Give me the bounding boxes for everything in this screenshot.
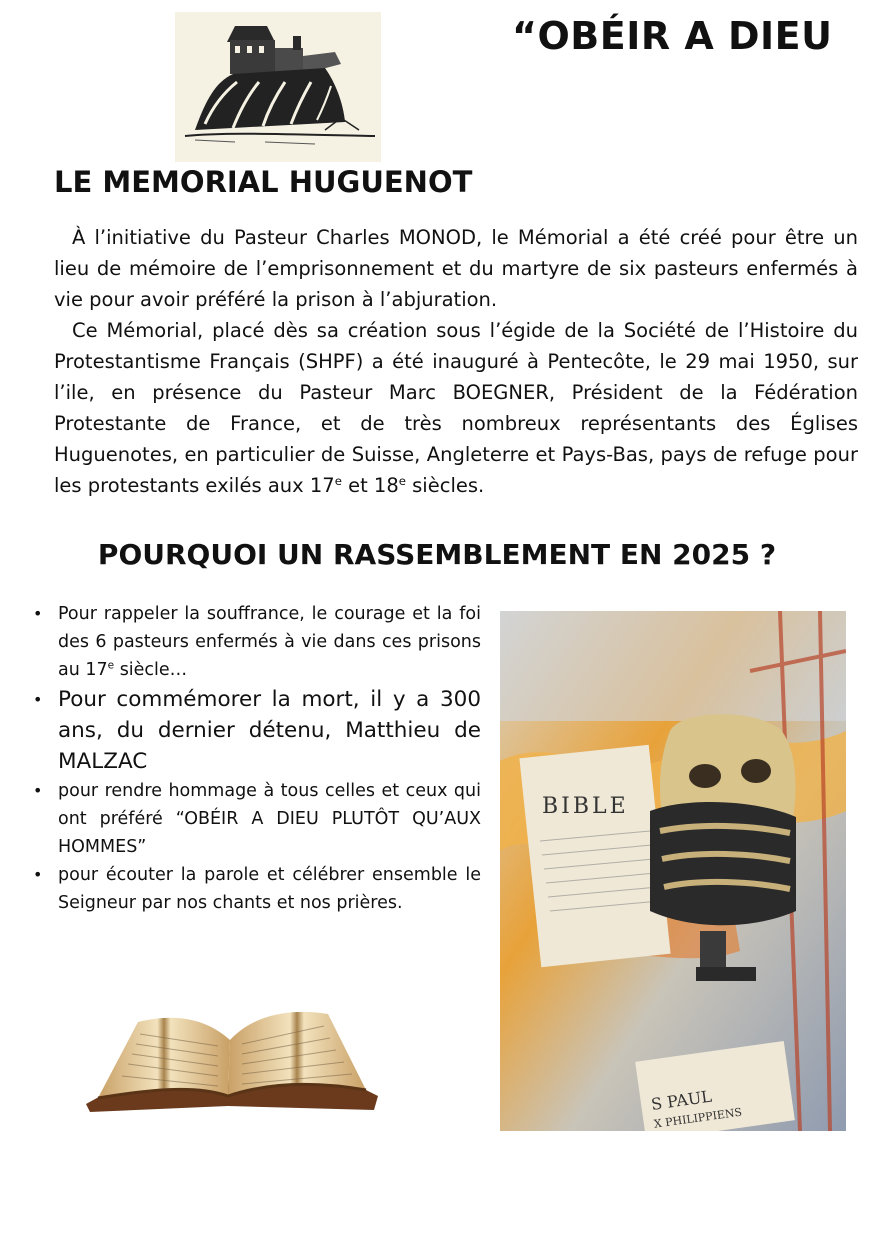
bullet-icon: • <box>33 604 43 623</box>
painting-philippiens-text: X PHILIPPIENS <box>653 1105 743 1131</box>
reason-text-end: siècle… <box>114 660 188 680</box>
list-item <box>30 684 481 777</box>
bullet-icon: • <box>33 781 43 800</box>
header-quote: “OBÉIR A DIEU <box>512 14 833 58</box>
castle-illustration <box>175 12 381 162</box>
list-item <box>30 600 481 684</box>
pourquoi-title: POURQUOI UN RASSEMBLEMENT EN 2025 ? <box>97 538 777 571</box>
list-item <box>30 861 481 917</box>
list-item <box>30 777 481 861</box>
reason-text: pour écouter la parole et célébrer ensemble le Seigneur par nos chants et nos prières. <box>58 865 481 913</box>
reason-text: Pour commémorer la mort, il y a 300 ans, du dernier détenu, Matthieu de MALZAC <box>58 687 481 774</box>
intro-paragraph-1: À l’initiative du Pasteur Charles MONOD, le Mémorial a été créé pour être un lieu de mémoire de l’emprisonnement et du martyre de six pasteurs enfermés à vie pour avoir préféré la prison à l’abjuration. <box>54 226 858 311</box>
superscript-e: e <box>107 659 115 672</box>
painting-paul-text: S PAUL <box>649 1086 714 1114</box>
bullet-icon: • <box>33 690 43 709</box>
intro-paragraph-2-end: siècles. <box>405 474 485 497</box>
memorial-intro <box>54 222 858 501</box>
reason-text: pour rendre hommage à tous celles et ceux qui ont préféré “OBÉIR A DIEU PLUTÔT QU’AUX HOMMES” <box>58 781 481 857</box>
intro-paragraph-2 <box>54 315 858 501</box>
intro-paragraph-2-mid: et 18 <box>341 474 399 497</box>
memorial-title: LE MEMORIAL HUGUENOT <box>54 165 473 199</box>
painting-bible-text: BIBLE <box>542 794 629 819</box>
reason-text: Pour rappeler la souffrance, le courage et la foi des 6 pasteurs enfermés à vie dans ces prisons au 17 <box>58 604 481 680</box>
superscript-e: e <box>334 473 342 488</box>
reasons-list <box>30 600 481 917</box>
bullet-icon: • <box>33 865 43 884</box>
superscript-e: e <box>398 473 406 488</box>
intro-paragraph-2-text: Ce Mémorial, placé dès sa création sous l’égide de la Société de l’Histoire du Protestantisme Français (SHPF) a été inauguré à Pentecôte, le 29 mai 1950, sur l’ile, en présence du Pasteur Marc BOEGNER, Président de la Fédération Protestante de France, et de très nombreux représentants des Églises Huguenotes, en particulier de Suisse, Angleterre et Pays-Bas, pays de refuge pour les protestants exilés aux 17 <box>54 319 858 497</box>
open-bible-illustration <box>78 1000 383 1120</box>
skull-painting <box>500 611 846 1131</box>
